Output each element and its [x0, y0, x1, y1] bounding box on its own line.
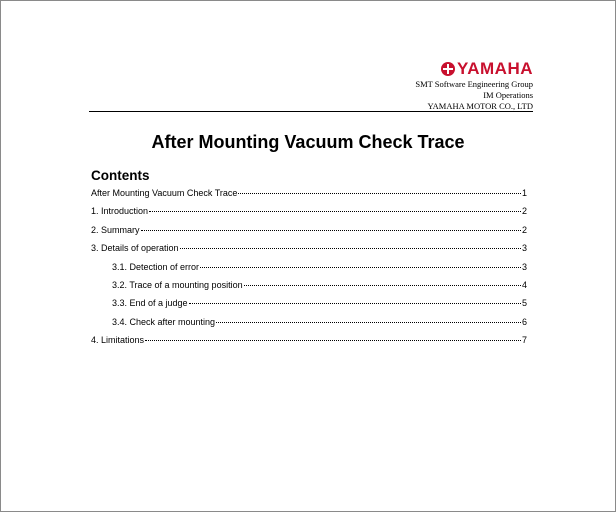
toc-page-number: 3 [521, 243, 527, 254]
table-of-contents [91, 188, 527, 354]
document-title: After Mounting Vacuum Check Trace [151, 132, 465, 152]
toc-dot-leader [244, 285, 521, 286]
toc-page-number: 4 [521, 279, 527, 290]
header-divider [89, 111, 533, 112]
toc-entry-text: 3.3. End of a judge [112, 298, 188, 309]
toc-entry[interactable] [91, 335, 527, 353]
toc-entry[interactable] [91, 243, 527, 261]
logo-text: YAMAHA [456, 59, 533, 78]
toc-dot-leader [141, 230, 521, 231]
toc-entry-text: 4. Limitations [91, 335, 145, 346]
toc-page-number: 6 [521, 316, 527, 327]
toc-entry-text: 3.1. Detection of error [112, 261, 200, 272]
toc-entry[interactable] [91, 225, 527, 243]
yamaha-logo [415, 59, 533, 79]
toc-entry-text: 3.2. Trace of a mounting position [112, 279, 243, 290]
toc-entry-text: 3.4. Check after mounting [112, 316, 216, 327]
toc-dot-leader [180, 248, 521, 249]
toc-entry-text: 1. Introduction [91, 206, 149, 217]
toc-entry[interactable] [91, 262, 527, 280]
toc-entry[interactable] [91, 298, 527, 316]
toc-page-number: 2 [521, 206, 527, 217]
toc-dot-leader [200, 267, 521, 268]
company-name: YAMAHA MOTOR CO., LTD [427, 101, 533, 111]
toc-page-number: 5 [521, 298, 527, 309]
toc-entry[interactable] [91, 188, 527, 206]
contents-heading: Contents [91, 168, 150, 183]
toc-dot-leader [216, 322, 521, 323]
department-name: IM Operations [483, 90, 533, 100]
toc-dot-leader [189, 303, 521, 304]
toc-entry-text: 3. Details of operation [91, 243, 179, 254]
toc-entry[interactable] [91, 206, 527, 224]
toc-entry-text: After Mounting Vacuum Check Trace [91, 188, 238, 198]
toc-dot-leader [145, 340, 521, 341]
toc-dot-leader [238, 193, 521, 194]
toc-page-number: 3 [521, 261, 527, 272]
toc-page-number: 1 [521, 188, 527, 198]
toc-entry-text: 2. Summary [91, 224, 140, 235]
toc-page-number: 2 [521, 224, 527, 235]
document-header [415, 59, 533, 112]
yamaha-emblem-icon [441, 62, 455, 76]
toc-dot-leader [149, 211, 521, 212]
toc-page-number: 7 [521, 335, 527, 346]
group-name: SMT Software Engineering Group [415, 79, 533, 89]
toc-entry[interactable] [91, 280, 527, 298]
toc-entry[interactable] [91, 317, 527, 335]
